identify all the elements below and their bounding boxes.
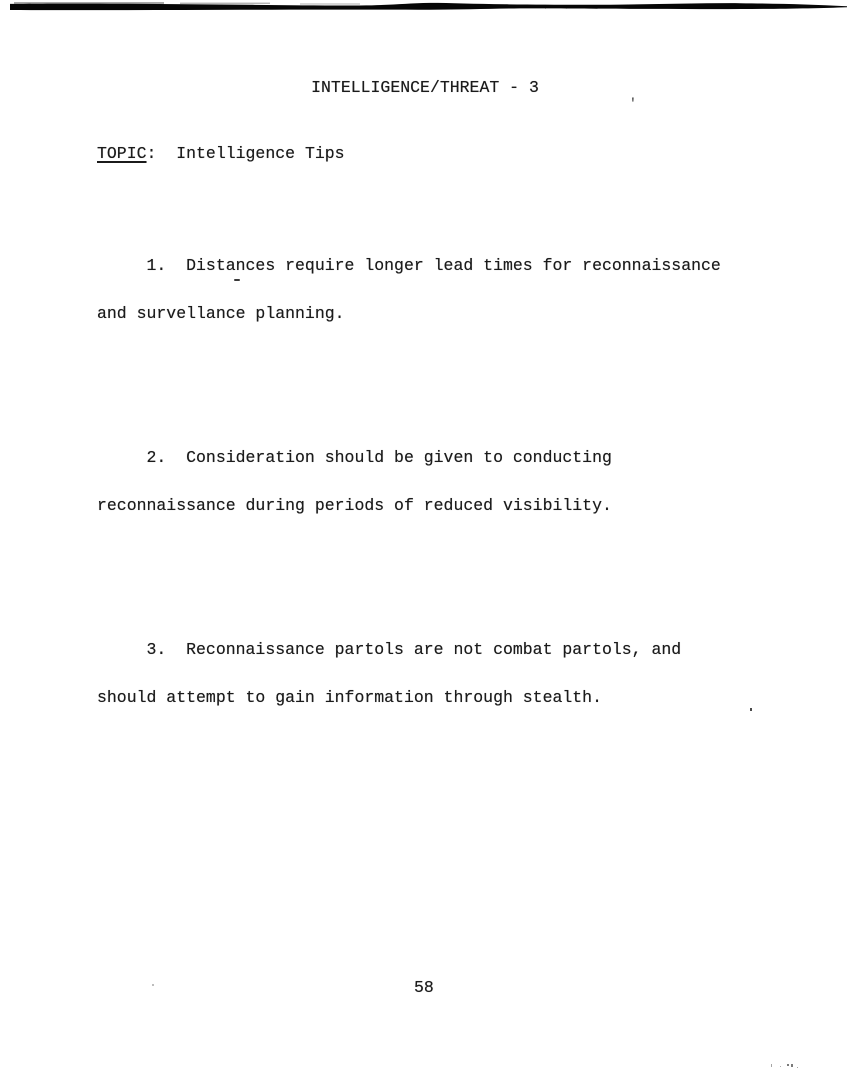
document-body <box>97 114 721 770</box>
topic-line <box>97 146 721 162</box>
page-title: INTELLIGENCE/THREAT - 3 <box>311 78 539 97</box>
scan-speck <box>750 708 752 711</box>
paragraph-3 <box>97 610 721 738</box>
paragraph-1-line-2: and survellance planning. <box>97 304 345 323</box>
scan-speck <box>797 1067 798 1068</box>
page-number: 58 <box>414 978 434 997</box>
paragraph-2-line-1: 2. Consideration should be given to conducting <box>97 448 612 467</box>
scan-speck <box>780 1066 781 1067</box>
scan-speck <box>152 984 154 986</box>
paragraph-3-line-1: 3. Reconnaissance partols are not combat partols, and <box>97 640 682 659</box>
scan-mark-apostrophe: ' <box>629 96 637 111</box>
scan-artifact-top-bar <box>0 0 850 22</box>
paragraph-1-line-1: 1. Distances require longer lead times for reconnaissance <box>97 256 721 275</box>
topic-label: TOPIC <box>97 144 147 163</box>
scan-speck <box>791 1064 793 1067</box>
scan-speck <box>771 1064 772 1067</box>
topic-text: : Intelligence Tips <box>146 144 345 163</box>
scan-speck <box>787 1064 789 1066</box>
paragraph-2 <box>97 418 721 546</box>
paragraph-1 <box>97 226 721 354</box>
paragraph-3-line-2: should attempt to gain information through stealth. <box>97 688 602 707</box>
paragraph-2-line-2: reconnaissance during periods of reduced visibility. <box>97 496 612 515</box>
scan-mark-dash <box>234 279 240 281</box>
